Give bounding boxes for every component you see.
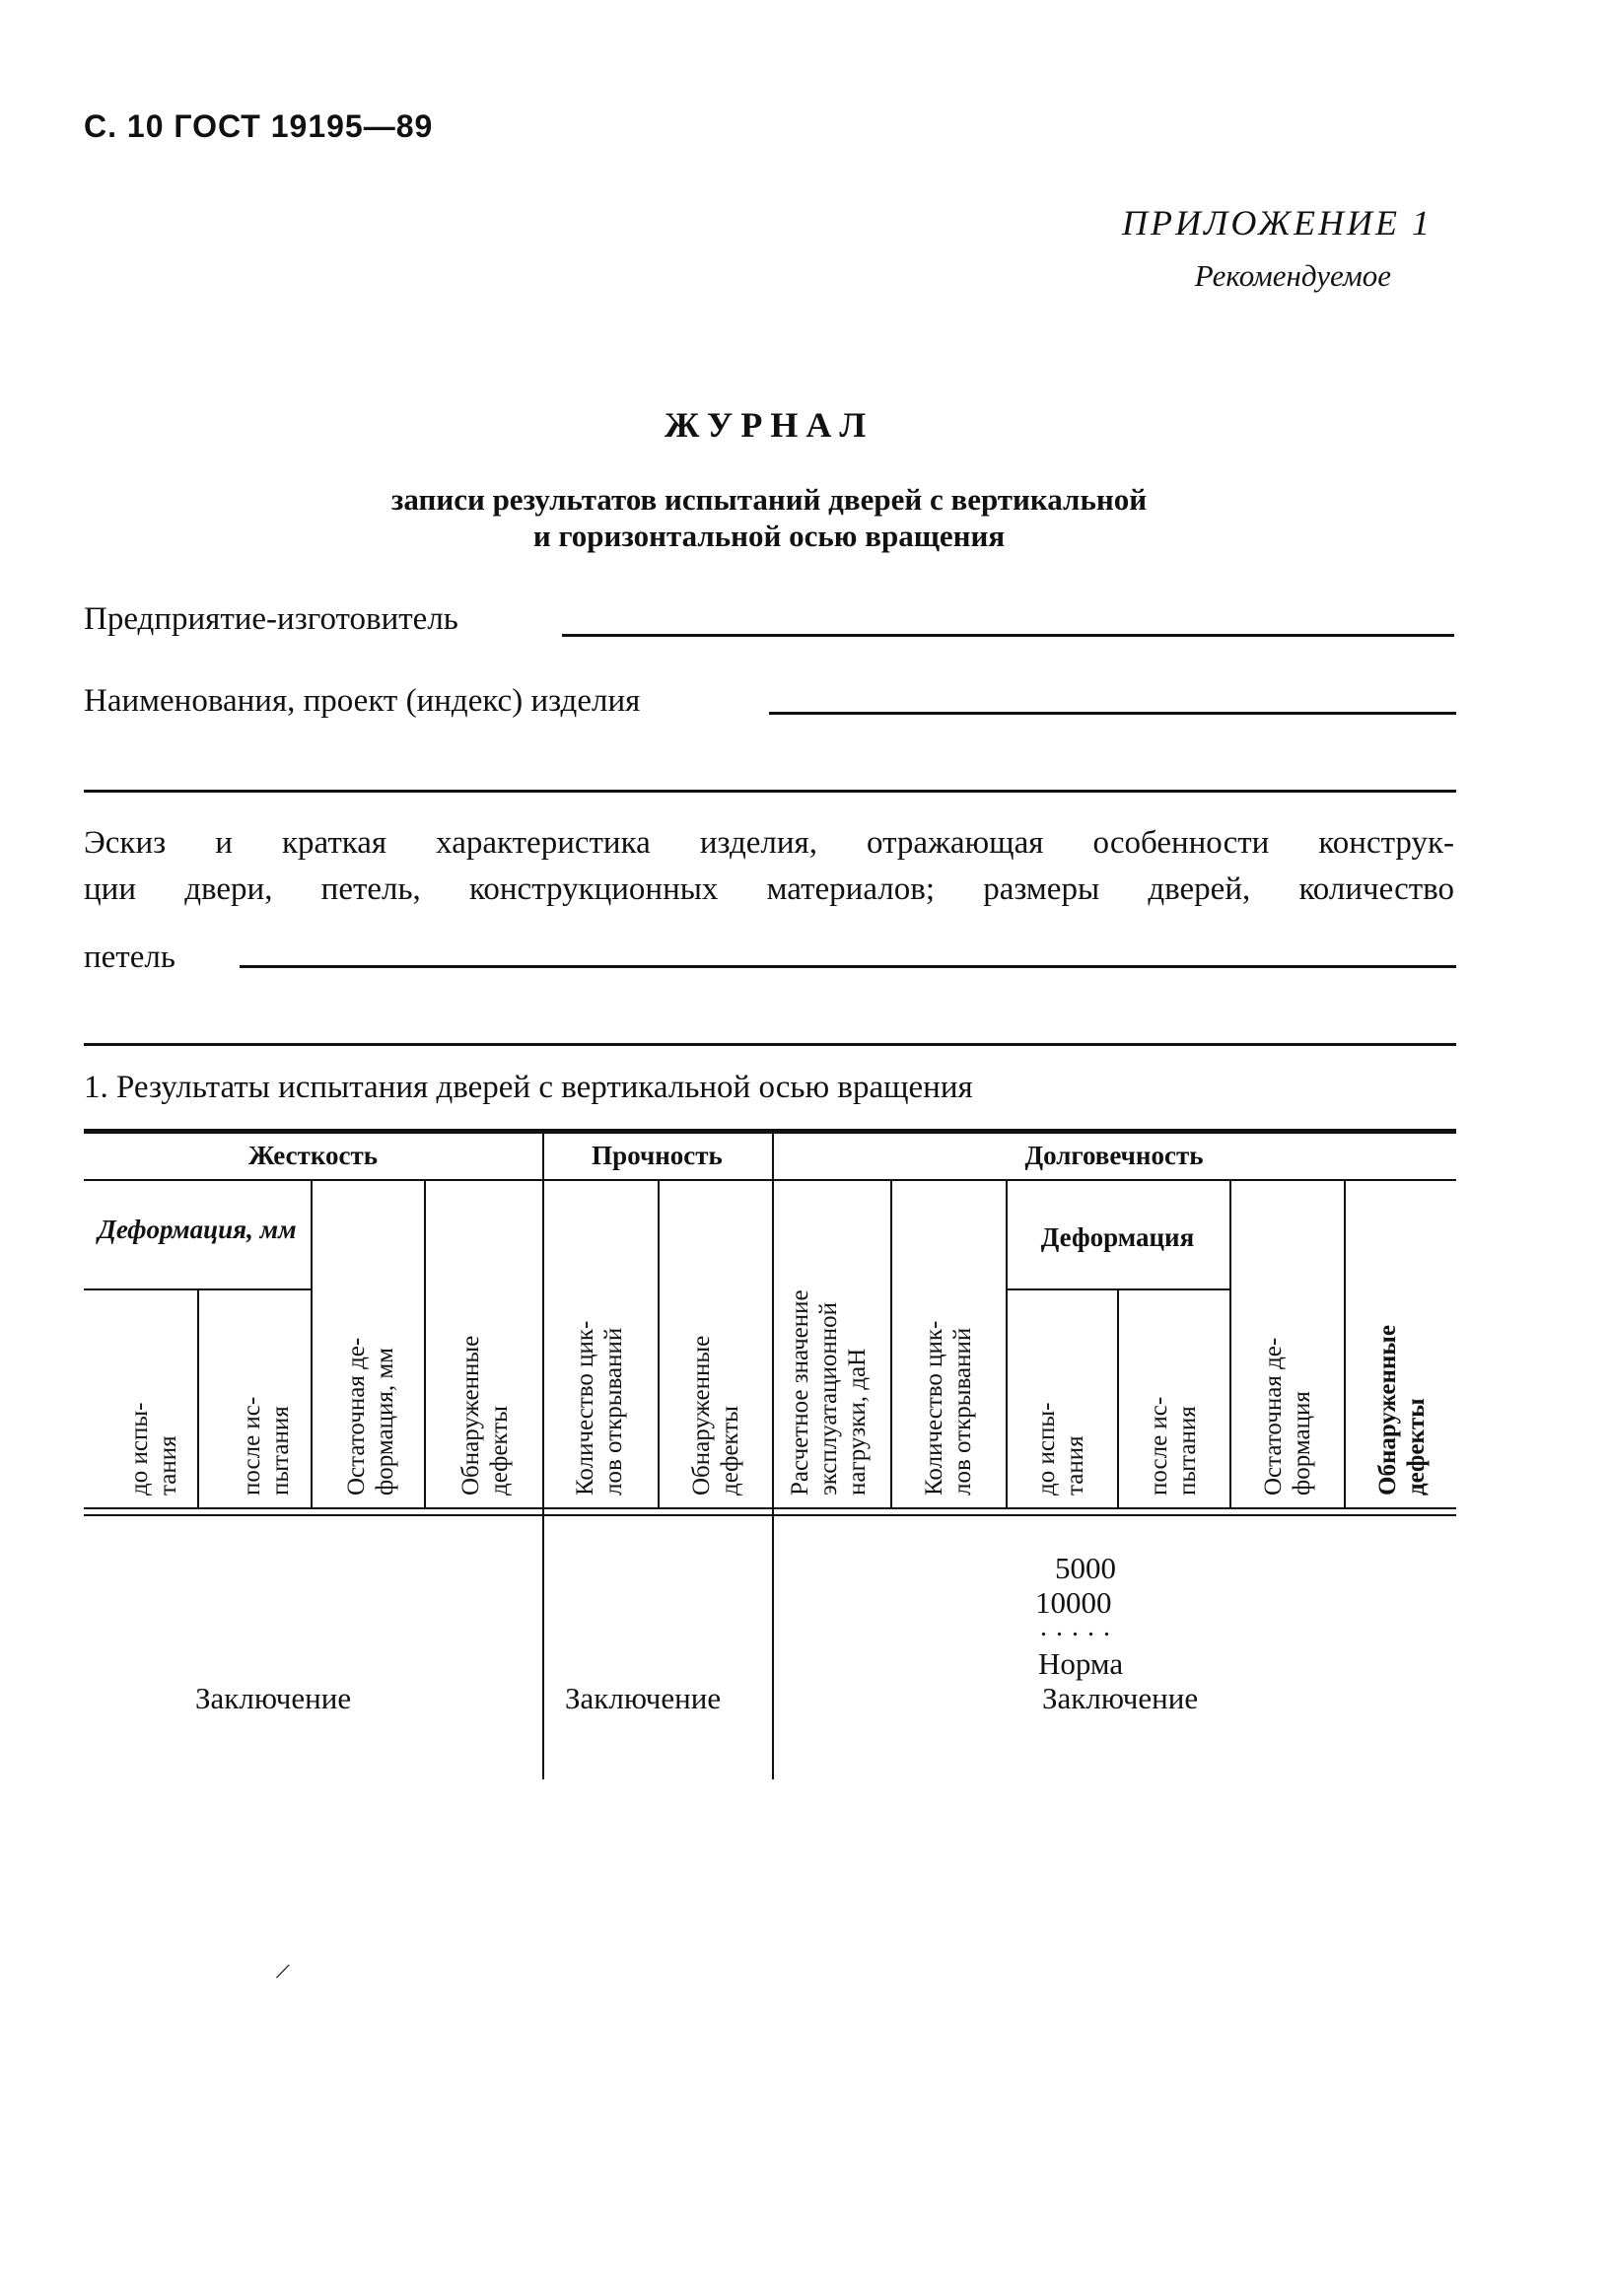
conclusion-stiffness: Заключение — [195, 1681, 352, 1715]
conclusion-durability: Заключение — [1042, 1681, 1199, 1715]
group-durability: Долговечность — [1024, 1141, 1204, 1170]
col-divider — [1344, 1181, 1346, 1507]
col-durability-defects: Обнаруженные дефекты — [1374, 1325, 1430, 1496]
col-divider — [424, 1181, 426, 1507]
col-durability-before: до испы- тания — [1033, 1402, 1088, 1496]
sketch-line-2: ции двери, петель, конструкционных материалов; размеры дверей, количество — [84, 871, 1454, 907]
results-table — [84, 1129, 1456, 1779]
cycles-value-1: 5000 — [1055, 1551, 1116, 1585]
manufacturer-label: Предприятие-изготовитель — [84, 601, 458, 637]
col-after-test: после ис- пытания — [239, 1396, 294, 1496]
manufacturer-line[interactable] — [562, 634, 1454, 637]
table-group-rule — [84, 1179, 1456, 1181]
group-divider-stiffness — [542, 1129, 544, 1779]
header-bottom-rule-1 — [84, 1507, 1456, 1509]
col-divider — [658, 1181, 660, 1507]
col-divider — [197, 1289, 199, 1507]
col-divider — [311, 1181, 313, 1507]
subtitle-line-1: записи результатов испытаний дверей с вертикальной — [390, 482, 1148, 517]
appendix-label: ПРИЛОЖЕНИЕ 1 — [1122, 203, 1433, 243]
journal-subtitle — [0, 481, 1538, 554]
product-name-line-2[interactable] — [84, 790, 1456, 793]
hinges-label: петель — [84, 939, 175, 975]
col-durability-cycles: Количество цик- лов открываний — [921, 1320, 976, 1496]
scan-mark: / — [273, 1956, 293, 1986]
col-strength-defects: Обнаруженные дефекты — [688, 1335, 743, 1496]
norm-label: Норма — [1038, 1646, 1124, 1681]
col-defects: Обнаруженные дефекты — [457, 1335, 513, 1496]
product-name-line[interactable] — [769, 712, 1456, 715]
table-top-rule — [84, 1129, 1456, 1134]
section-title: 1. Результаты испытания дверей с вертикальной осью вращения — [84, 1070, 973, 1105]
col-divider — [1117, 1289, 1119, 1507]
col-before-test: до испы- тания — [126, 1402, 181, 1496]
cycles-value-2: 10000 — [1035, 1585, 1112, 1620]
group-divider-strength — [772, 1129, 774, 1779]
col-durability-after: после ис- пытания — [1146, 1396, 1201, 1496]
durability-deformation-header: Деформация — [1040, 1222, 1195, 1252]
sketch-line-blank[interactable] — [84, 1043, 1456, 1046]
hinges-line[interactable] — [240, 965, 1456, 968]
col-residual-deformation: Остаточная де- формация, мм — [343, 1337, 398, 1496]
col-cycles: Количество цик- лов открываний — [572, 1320, 627, 1496]
col-divider — [890, 1181, 892, 1507]
col-durability-residual: Остаточная де- формация — [1260, 1337, 1315, 1496]
page-header: С. 10 ГОСТ 19195—89 — [84, 108, 434, 144]
col-design-load: Расчетное значение эксплуатационной нагрузки, даН — [787, 1289, 871, 1496]
appendix-status: Рекомендуемое — [1194, 258, 1391, 293]
subtitle-line-2: и горизонтальной осью вращения — [532, 519, 1006, 553]
header-bottom-rule-2 — [84, 1514, 1456, 1516]
group-strength: Прочность — [592, 1141, 723, 1170]
sketch-paragraph — [84, 820, 1454, 913]
col-divider — [1229, 1181, 1231, 1507]
ellipsis-dots: ..... — [1040, 1612, 1119, 1642]
group-stiffness: Жесткость — [247, 1141, 379, 1170]
product-name-label: Наименования, проект (индекс) изделия — [84, 683, 641, 719]
sketch-line-1: Эскиз и краткая характеристика изделия, отражающая особенности конструк- — [84, 825, 1454, 861]
journal-title: ЖУРНАЛ — [664, 405, 875, 445]
stiffness-deformation-header: Деформация, мм — [98, 1215, 297, 1244]
conclusion-strength: Заключение — [565, 1681, 722, 1715]
